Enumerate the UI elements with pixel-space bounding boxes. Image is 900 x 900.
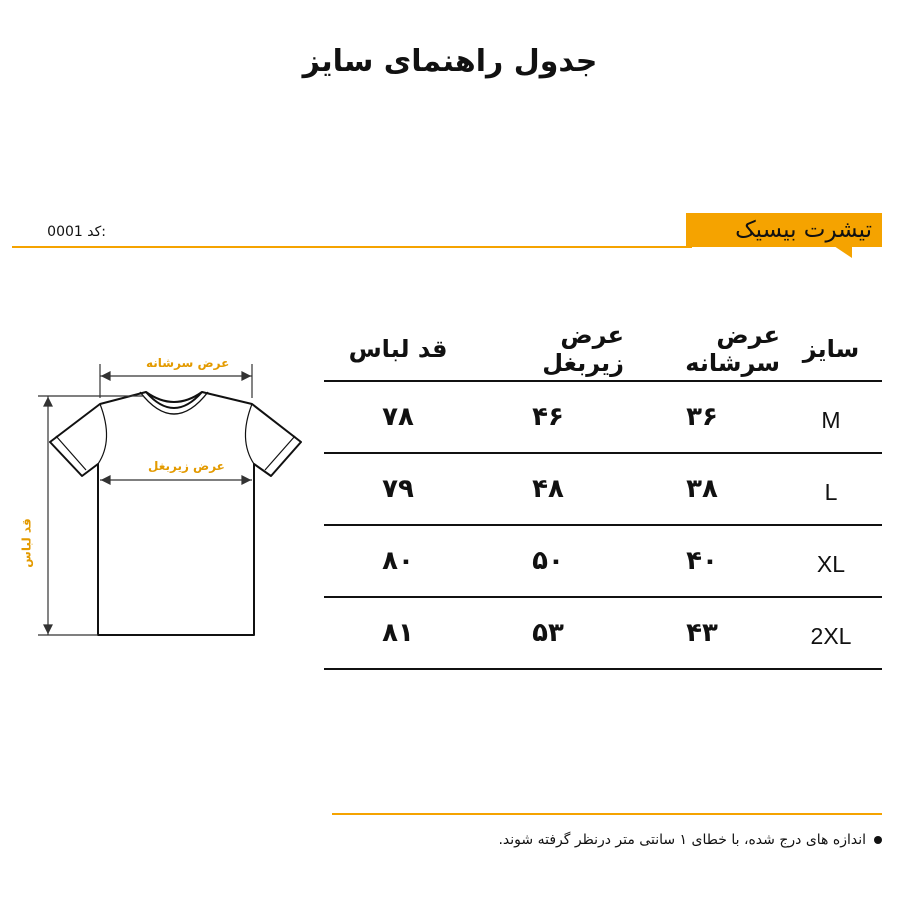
chest-width-label: عرض زیربغل [148, 459, 225, 473]
tshirt-diagram [20, 340, 320, 650]
table-row [324, 454, 882, 526]
measurement-note [330, 828, 882, 852]
length-label: قد لباس [19, 518, 34, 568]
cell-chest-width: ۵۰ [532, 546, 564, 576]
cell-shoulder-width: ۳۸ [686, 474, 718, 504]
bullet-icon [874, 836, 882, 844]
cell-shoulder-width: ۴۰ [686, 546, 718, 576]
table-row [324, 382, 882, 454]
cell-size: L [824, 478, 838, 505]
cell-chest-width: ۵۳ [532, 618, 564, 648]
header-chest-width: عرض زیربغل [542, 321, 624, 377]
product-tag-tail [834, 246, 852, 258]
cell-length: ۸۱ [382, 618, 414, 648]
table-row [324, 598, 882, 670]
header-size: سایز [802, 335, 860, 363]
page-title: جدول راهنمای سایز [302, 44, 598, 79]
product-name-tag: تیشرت بیسیک [686, 213, 882, 247]
cell-size: M [821, 406, 841, 433]
cell-size: XL [816, 550, 846, 577]
header-length: قد لباس [348, 335, 448, 363]
measurement-note-text: اندازه های درج شده، با خطای ۱ سانتی متر درنظر گرفته شوند. [498, 832, 866, 848]
cell-shoulder-width: ۴۳ [686, 618, 718, 648]
footer-divider [332, 813, 882, 815]
cell-length: ۷۸ [382, 402, 414, 432]
product-code-value: 0001 [47, 224, 83, 240]
shoulder-width-label: عرض سرشانه [146, 356, 230, 370]
product-code [40, 222, 106, 242]
cell-length: ۷۹ [382, 474, 414, 504]
product-code-label: کد: [87, 224, 106, 240]
size-table [324, 318, 882, 670]
cell-chest-width: ۴۸ [532, 474, 564, 504]
table-header [324, 318, 882, 382]
cell-chest-width: ۴۶ [532, 402, 564, 432]
cell-shoulder-width: ۳۶ [686, 402, 718, 432]
table-row [324, 526, 882, 598]
header-divider [12, 246, 692, 248]
header-shoulder-width: عرض سرشانه [685, 321, 780, 377]
cell-size: 2XL [810, 622, 852, 649]
cell-length: ۸۰ [382, 546, 414, 576]
tshirt-outline [20, 340, 320, 650]
